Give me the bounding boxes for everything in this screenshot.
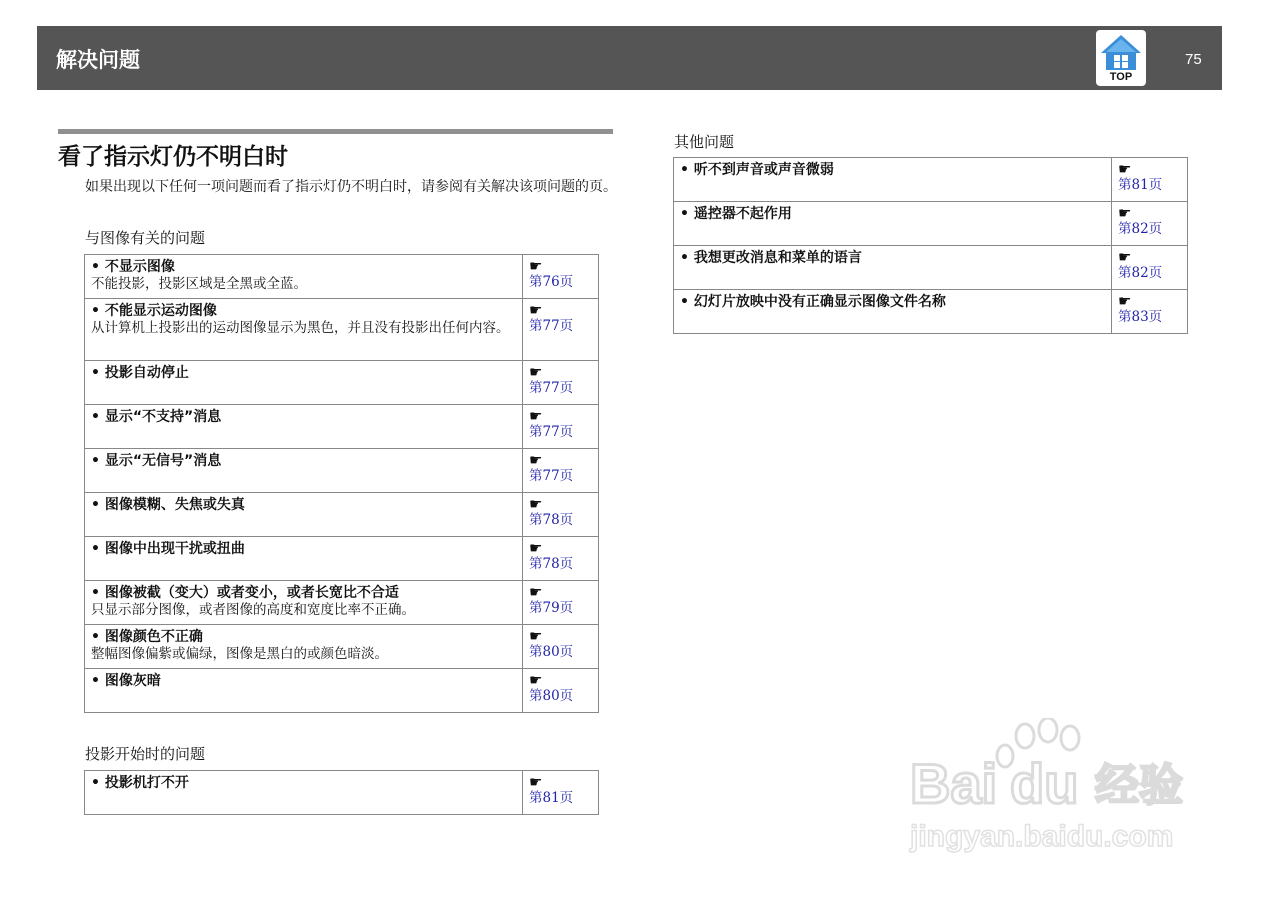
section-title-other: 其他问题 xyxy=(674,133,735,151)
problem-title: • 图像中出现干扰或扭曲 xyxy=(91,541,245,557)
table-row xyxy=(85,255,599,299)
page-link[interactable]: 第77页 xyxy=(529,424,574,440)
pointing-hand-icon: ☛ xyxy=(529,451,543,469)
problem-cell xyxy=(85,299,523,361)
problem-title: • 图像被截（变大）或者变小，或者长宽比不合适 xyxy=(91,585,399,601)
top-label: TOP xyxy=(1109,71,1133,83)
home-icon xyxy=(1100,33,1142,71)
section-title-startup: 投影开始时的问题 xyxy=(85,745,206,763)
reference-cell xyxy=(523,449,599,493)
table-row xyxy=(85,493,599,537)
page-link[interactable]: 第82页 xyxy=(1118,221,1163,237)
watermark-brand: Bai xyxy=(910,752,998,815)
problem-title: • 显示“无信号”消息 xyxy=(91,453,222,469)
problem-cell xyxy=(674,290,1112,334)
problem-title: • 不显示图像 xyxy=(91,259,175,275)
problem-title: • 显示“不支持”消息 xyxy=(91,409,222,425)
watermark-url: jingyan.baidu.com xyxy=(910,820,1174,853)
pointing-hand-icon: ☛ xyxy=(529,627,543,645)
reference-cell xyxy=(523,361,599,405)
problem-cell xyxy=(85,405,523,449)
problem-description: 从计算机上投影出的运动图像显示为黑色，并且没有投影出任何内容。 xyxy=(91,320,510,336)
image-problems-table xyxy=(84,254,599,713)
startup-problems-table xyxy=(84,770,599,815)
pointing-hand-icon: ☛ xyxy=(1118,204,1132,222)
reference-cell xyxy=(523,625,599,669)
problem-title: • 不能显示运动图像 xyxy=(91,303,217,319)
problem-cell xyxy=(674,202,1112,246)
baidu-watermark xyxy=(905,718,1205,858)
page-link[interactable]: 第81页 xyxy=(1118,177,1163,193)
pointing-hand-icon: ☛ xyxy=(529,671,543,689)
page-link[interactable]: 第78页 xyxy=(529,556,574,572)
reference-cell xyxy=(523,493,599,537)
pointing-hand-icon: ☛ xyxy=(529,539,543,557)
pointing-hand-icon: ☛ xyxy=(529,301,543,319)
section-heading: 看了指示灯仍不明白时 xyxy=(58,144,288,170)
reference-cell xyxy=(1112,290,1188,334)
problem-cell xyxy=(85,361,523,405)
problem-title: • 图像颜色不正确 xyxy=(91,629,203,645)
section-title-image: 与图像有关的问题 xyxy=(85,229,206,247)
heading-rule xyxy=(58,129,613,134)
page-link[interactable]: 第77页 xyxy=(529,468,574,484)
page-link[interactable]: 第80页 xyxy=(529,688,574,704)
table-row xyxy=(85,669,599,713)
page-link[interactable]: 第82页 xyxy=(1118,265,1163,281)
page-link[interactable]: 第79页 xyxy=(529,600,574,616)
problem-cell xyxy=(674,246,1112,290)
pointing-hand-icon: ☛ xyxy=(529,257,543,275)
problem-cell xyxy=(85,537,523,581)
table-row xyxy=(85,581,599,625)
table-row xyxy=(85,299,599,361)
problem-cell xyxy=(85,255,523,299)
problem-title: • 图像灰暗 xyxy=(91,673,161,689)
reference-cell xyxy=(523,299,599,361)
page-link[interactable]: 第76页 xyxy=(529,274,574,290)
reference-cell xyxy=(523,581,599,625)
reference-cell xyxy=(523,405,599,449)
table-row xyxy=(674,246,1188,290)
page-link[interactable]: 第81页 xyxy=(529,790,574,806)
table-row xyxy=(85,405,599,449)
table-row xyxy=(674,290,1188,334)
page-link[interactable]: 第80页 xyxy=(529,644,574,660)
problem-title: • 投影自动停止 xyxy=(91,365,189,381)
problem-description: 整幅图像偏紫或偏绿，图像是黑白的或颜色暗淡。 xyxy=(91,646,388,662)
page-header xyxy=(37,26,1222,90)
reference-cell xyxy=(523,255,599,299)
reference-cell xyxy=(1112,202,1188,246)
page-number: 75 xyxy=(1185,51,1202,68)
problem-title: • 听不到声音或声音微弱 xyxy=(680,162,834,178)
reference-cell xyxy=(1112,158,1188,202)
problem-title: • 幻灯片放映中没有正确显示图像文件名称 xyxy=(680,294,946,310)
reference-cell xyxy=(523,669,599,713)
table-row xyxy=(85,771,599,815)
problem-cell xyxy=(85,449,523,493)
page-link[interactable]: 第77页 xyxy=(529,318,574,334)
page-link[interactable]: 第77页 xyxy=(529,380,574,396)
table-row xyxy=(85,537,599,581)
page-link[interactable]: 第78页 xyxy=(529,512,574,528)
problem-description: 不能投影，投影区域是全黑或全蓝。 xyxy=(91,276,307,292)
problem-cell xyxy=(85,625,523,669)
pointing-hand-icon: ☛ xyxy=(1118,160,1132,178)
pointing-hand-icon: ☛ xyxy=(1118,292,1132,310)
reference-cell xyxy=(1112,246,1188,290)
pointing-hand-icon: ☛ xyxy=(529,773,543,791)
table-row xyxy=(674,202,1188,246)
problem-cell xyxy=(85,581,523,625)
page-link[interactable]: 第83页 xyxy=(1118,309,1163,325)
reference-cell xyxy=(523,771,599,815)
problem-title: • 投影机打不开 xyxy=(91,775,189,791)
watermark-brand2: du xyxy=(1010,752,1079,815)
pointing-hand-icon: ☛ xyxy=(1118,248,1132,266)
chapter-title: 解决问题 xyxy=(56,48,140,72)
pointing-hand-icon: ☛ xyxy=(529,583,543,601)
pointing-hand-icon: ☛ xyxy=(529,407,543,425)
table-row xyxy=(85,361,599,405)
other-problems-table xyxy=(673,157,1188,334)
table-row xyxy=(85,625,599,669)
problem-description: 只显示部分图像，或者图像的高度和宽度比率不正确。 xyxy=(91,602,415,618)
table-row xyxy=(85,449,599,493)
problem-cell xyxy=(85,771,523,815)
watermark-suffix: 经验 xyxy=(1095,760,1183,811)
problem-title: • 我想更改消息和菜单的语言 xyxy=(680,250,862,266)
reference-cell xyxy=(523,537,599,581)
problem-title: • 遥控器不起作用 xyxy=(680,206,792,222)
problem-cell xyxy=(85,669,523,713)
pointing-hand-icon: ☛ xyxy=(529,495,543,513)
problem-title: • 图像模糊、失焦或失真 xyxy=(91,497,245,513)
problem-cell xyxy=(674,158,1112,202)
intro-text: 如果出现以下任何一项问题而看了指示灯仍不明白时，请参阅有关解决该项问题的页。 xyxy=(85,179,617,195)
table-row xyxy=(674,158,1188,202)
pointing-hand-icon: ☛ xyxy=(529,363,543,381)
top-button[interactable] xyxy=(1096,30,1146,86)
problem-cell xyxy=(85,493,523,537)
